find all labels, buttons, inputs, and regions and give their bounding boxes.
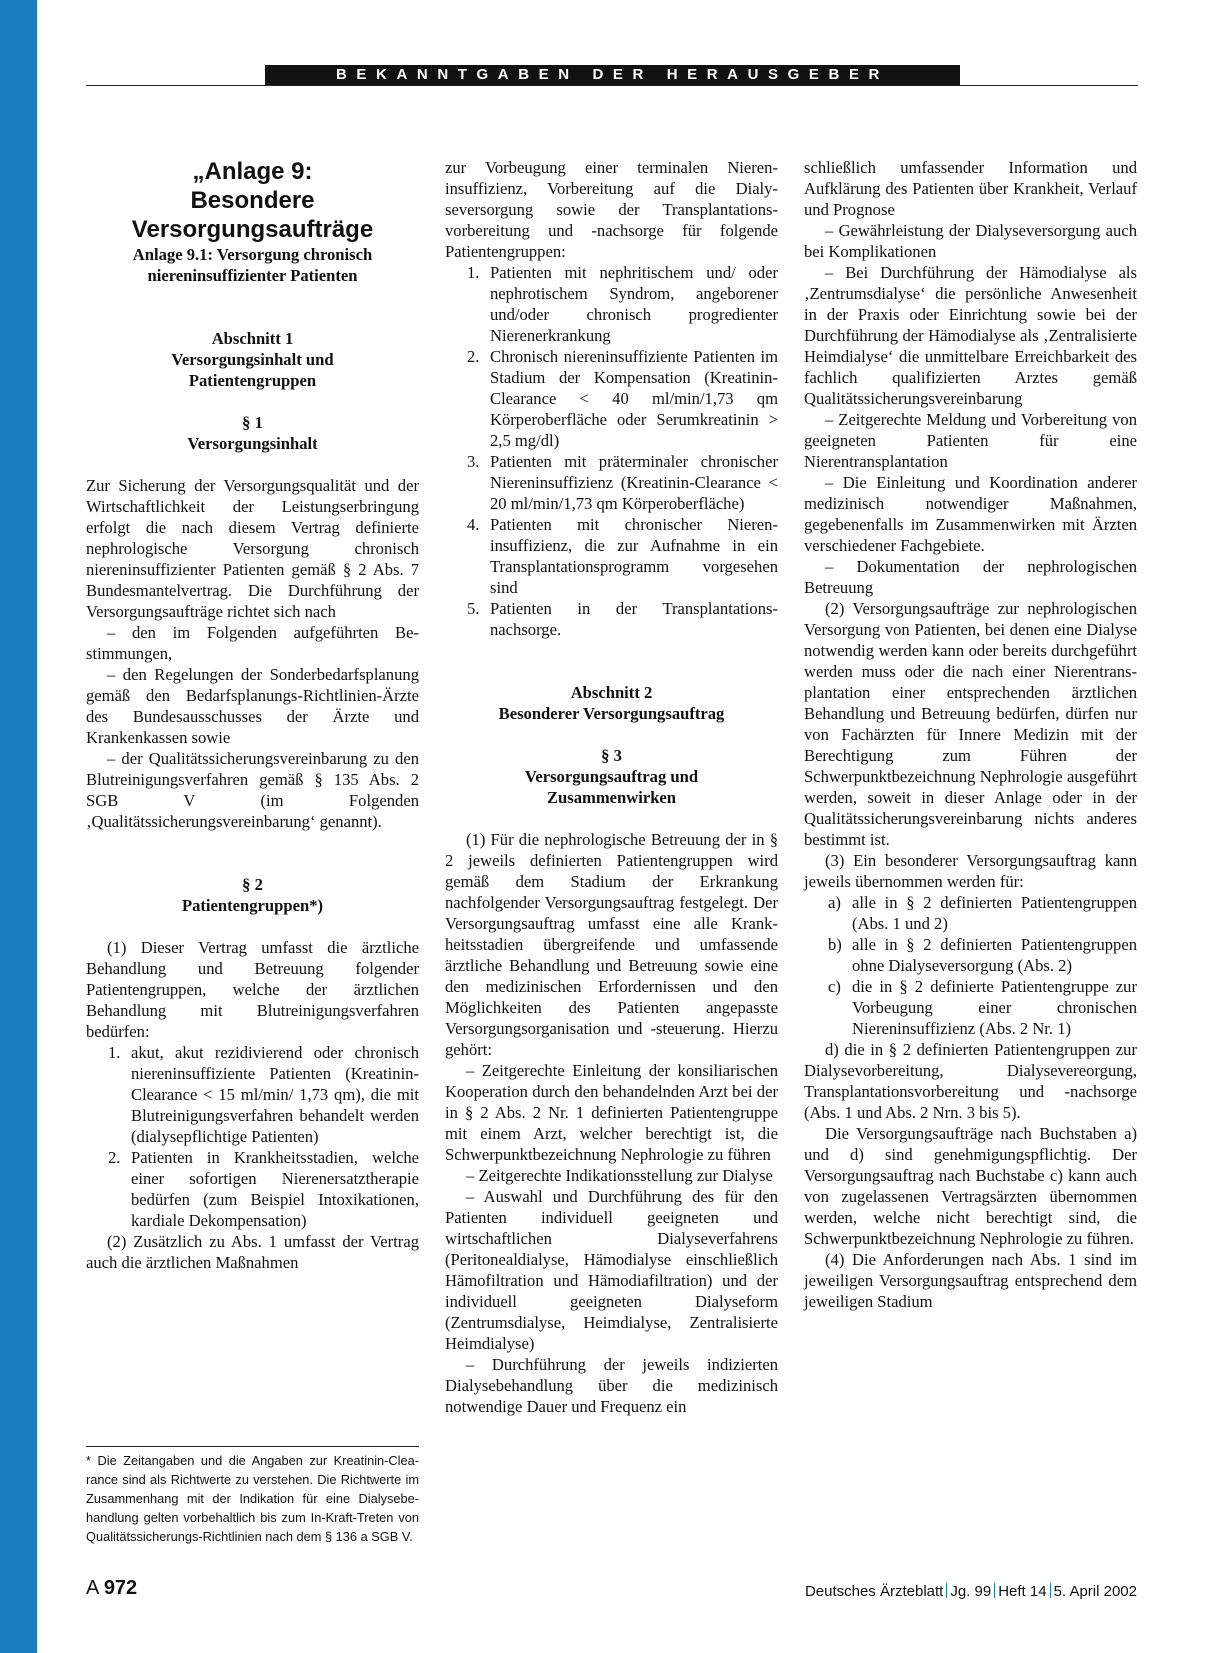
list-item: 5. Patienten in der Transplantationsnachsorge. [467, 599, 778, 639]
list-item: b) alle in § 2 definierten Patientengruppen ohne Dialyseversorgung (Abs. 2) [828, 935, 1137, 975]
list-item: 2. Chronisch niereninsuffiziente Patienten im Stadium der Kompensation (Kreatinin-Clearance < 40 ml/min/1,73 qm Körperoberfläche oder Serumkreatinin > 2,5 mg/dl) [467, 347, 778, 450]
anlage-heading: Anlage 9.1: Versorgung chronisch niereninsuffizienter Patienten [132, 245, 373, 285]
section-1-dash: – der Qualitätssicherungsvereinbarung zu den Blutreinigungsverfahren gemäß § 135 Abs. 2 SGB V (im Folgenden ‚Qualitätssicherungsvereinbarung‘ genannt). [86, 749, 419, 831]
section-1-text: Zur Sicherung der Versorgungsqualität und der Wirtschaftlichkeit der Leistungserbringung erfolgt die nach diesem Vertrag definierte nephrologische Versorgung chronisch niereninsuffizienter Patienten gemäß § 2 Abs. 7 Bundesmantelvertrag. Die Durchführung der Versorgungsaufträge richtet sich nach [86, 476, 419, 621]
section-1-dash: – den im Folgenden aufgeführten Bestimmungen, [86, 623, 419, 663]
column-2 [445, 157, 778, 1417]
page-number: A 972 [86, 1577, 138, 1599]
section-3-item-d: d) die in § 2 definierten Patientengruppen zur Dialysevorbereitung, Dialysevereorgung, Transplantationsvorbereitung und -nachsorge (Abs. 1 und Abs. 2 Nrn. 3 bis 5). [804, 1040, 1137, 1122]
section-3-dash: – Zeitgerechte Einleitung der konsiliarischen Kooperation durch den behandelnden Arzt bei der in § 2 Abs. 2 Nr. 1 definierten Patientengruppe mit einem Arzt, welcher berechtigt ist, die Schwerpunktbezeichnung Nephrologie zu führen [445, 1061, 778, 1164]
column-1 [86, 157, 419, 1273]
column-2-intro: zur Vorbeugung einer terminalen Niereninsuffizienz, Vorbereitung auf die Dialyseversorgung sowie der Transplantationsvorbereitung und -nachsorge für folgende Patientengruppen: [445, 158, 778, 261]
patient-group-list-2 [445, 262, 778, 640]
section-2-para-1: (1) Dieser Vertrag umfasst die ärztliche Behandlung und Betreuung folgender Patientengruppen, welche der ärztlichen Behandlung mit Blutreinigungsverfahren bedürfen: [86, 938, 419, 1041]
list-item: 3. Patienten mit präterminaler chronischer Niereninsuffizienz (Kreatinin-Clearance < 20 ml/min/1,73 qm Körperoberfläche) [467, 452, 778, 513]
journal-citation: Deutsches Ärzteblatt Jg. 99 Heft 14 5. April 2002 [804, 1583, 1137, 1600]
section-2-para-2: (2) Zusätzlich zu Abs. 1 umfasst der Vertrag auch die ärztlichen Maßnahmen [86, 1232, 419, 1272]
section-1-dash: – den Regelungen der Sonderbedarfsplanung gemäß den Bedarfsplanungs-Richtlinien-Ärzte des Bundesausschusses der Ärzte und Krankenkassen sowie [86, 665, 419, 747]
section-3-dash: – Gewährleistung der Dialyseversorgung auch bei Komplikationen [804, 221, 1137, 261]
section-3-dash: – Die Einleitung und Koordination anderer medizinisch notwendiger Maßnahmen, gegebenenfalls im Zusammenwirken mit Ärzten verschiedener Fachgebiete. [804, 473, 1137, 555]
section-3-para-3b: Die Versorgungsaufträge nach Buchstaben a) und d) sind genehmigungspflichtig. Der Versorgungsauftrag nach Buchstabe c) kann auch von zugelassenen Vertragsärzten übernommen werden, welche nicht berechtigt sind, die Schwerpunktbezeichnung Nephrologie zu führen. [804, 1124, 1137, 1248]
abschnitt-2-heading: Abschnitt 2 Besonderer Versorgungsauftrag [498, 683, 725, 723]
section-3-heading: § 3 Versorgungsauftrag und Zusammenwirken [524, 746, 699, 807]
list-item: 1. Patienten mit nephritischem und/ oder nephrotischem Syndrom, angeborener und/oder chronisch progredienter Nierenerkrankung [467, 263, 778, 345]
section-3-dash: – Zeitgerechte Meldung und Vorbereitung von geeigneten Patienten für eine Nierentransplantation [804, 410, 1137, 471]
patient-group-list [86, 1042, 419, 1231]
section-3-para-3: (3) Ein besonderer Versorgungsauftrag kann jeweils übernommen werden für: [804, 851, 1137, 891]
column-3-continuation: schließlich umfassender Information und Aufklärung des Patienten über Krankheit, Verlauf und Prognose [804, 158, 1137, 219]
list-item: a) alle in § 2 definierten Patientengruppen (Abs. 1 und 2) [828, 893, 1137, 933]
section-3-dash: – Auswahl und Durchführung des für den Patienten individuell geeigneten und wirtschaftlichen Dialyseverfahrens (Peritonealdialyse, Hämodialyse einschließlich Hämofiltration und Hämodiafiltration) und der individuell geeigneten Dialyseform (Zentrumsdialyse, Heimdialyse, Zentralisierte Heimdialyse) [445, 1187, 778, 1353]
abschnitt-1-heading: Abschnitt 1 Versorgungsinhalt und Patientengruppen [171, 329, 334, 390]
list-item: 1. akut, akut rezidivierend oder chronisch niereninsuffiziente Patienten (Kreatinin-Clearance < 15 ml/min/ 1,73 qm), die mit Blutreinigungsverfahren behandelt werden (dialysepflichtige Patienten) [108, 1043, 419, 1146]
section-3-dash: – Bei Durchführung der Hämodialyse als ‚Zentrumsdialyse‘ die persönliche Anwesenheit in der Praxis oder Einrichtung sowie bei der Durchführung der Hämodialyse als ‚Zentralisierte Heimdialyse‘ die unmittelbare Erreichbarkeit des fachlich qualifizierten Arztes gemäß Qualitätssicherungsvereinbarung [804, 263, 1137, 408]
footnote: * Die Zeitangaben und die Angaben zur Kreatinin-Clearance sind als Richtwerte zu verstehen. Die Richtwerte im Zusammenhang mit der Indikation für eine Dialysebehandlung gelten vorbehaltlich bis zum In-Kraft-Treten von Qualitätssicherungs-Richtlinien nach dem § 136 a SGB V. [86, 1446, 419, 1546]
section-3-dash: – Durchführung der jeweils indizierten Dialysebehandlung über die medizinisch notwendige Dauer und Frequenz ein [445, 1355, 778, 1416]
section-3-dash: – Dokumentation der nephrologischen Betreuung [804, 557, 1137, 597]
assignment-list [804, 892, 1137, 1039]
section-3-para-4: (4) Die Anforderungen nach Abs. 1 sind im jeweiligen Versorgungsauftrag entsprechend dem jeweiligen Stadium [804, 1250, 1137, 1311]
page-title: „Anlage 9: Besondere Versorgungsaufträge [131, 158, 374, 243]
section-1-heading: § 1 Versorgungsinhalt [187, 413, 318, 453]
section-3-para-2: (2) Versorgungsaufträge zur nephrologischen Versorgung von Patienten, bei denen eine Dialyse notwendig werden kann oder bereits durchgeführt werden muss oder die nach einer Nierentransplantation einer entsprechenden ärztlichen Behandlung und Betreuung bedürfen, dürfen nur von Fachärzten für Innere Medizin mit der Berechtigung zum Führen der Schwerpunktbezeichnung Nephrologie ausgeführt werden, soweit in dieser Anlage oder in der Qualitätssicherungsvereinbarung nichts anderes bestimmt ist. [804, 599, 1137, 849]
list-item: c) die in § 2 definierte Patientengruppe zur Vorbeugung einer chronischen Niereninsuffizienz (Abs. 2 Nr. 1) [828, 977, 1137, 1038]
section-2-heading: § 2 Patientengruppen*) [181, 875, 324, 915]
section-3-para-1: (1) Für die nephrologische Betreuung der in § 2 jeweils definierten Patientengruppen wird gemäß dem Stadium der Erkrankung nachfolgender Versorgungsauftrag festgelegt. Der Versorgungsauftrag umfasst eine alle Krankheitsstadien übergreifende und umfassende ärztliche Behandlung und Betreuung sowie eine den medizinischen Erfordernissen und den Möglichkeiten des Patienten angepasste Versorgungsorganisation und -steuerung. Hierzu gehört: [445, 830, 778, 1059]
header-rule [86, 85, 1138, 86]
section-3-dash: – Zeitgerechte Indikationsstellung zur Dialyse [466, 1166, 773, 1185]
section-header-band: BEKANNTGABEN DER HERAUSGEBER [265, 65, 960, 85]
list-item: 2. Patienten in Krankheitsstadien, welche einer sofortigen Nierenersatztherapie bedürfen (zum Beispiel Intoxikationen, kardiale Dekompensation) [108, 1148, 419, 1230]
column-3 [804, 157, 1137, 1312]
list-item: 4. Patienten mit chronischer Niereninsuffizienz, die zur Aufnahme in ein Transplantationsprogramm vorgesehen sind [467, 515, 778, 597]
side-accent-bar [0, 0, 37, 1653]
